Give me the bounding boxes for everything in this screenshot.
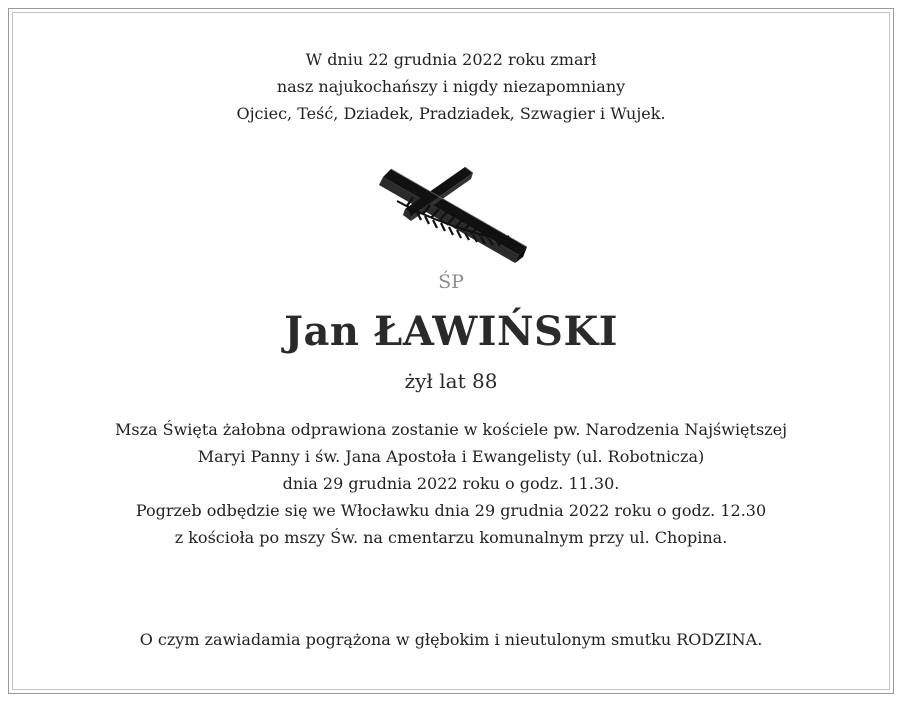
ceremony-details (12, 416, 890, 551)
obituary-notice (12, 12, 890, 690)
deceased-age: żył lat 88 (404, 369, 498, 393)
cross-with-palm-branch-icon (377, 157, 527, 267)
deceased-prefix: ŚP (438, 271, 464, 293)
intro-line: W dniu 22 grudnia 2022 roku zmarł (305, 50, 597, 69)
intro-line: Ojciec, Teść, Dziadek, Pradziadek, Szwagier i Wujek. (236, 104, 666, 123)
ceremony-line: Pogrzeb odbędzie się we Włocławku dnia 29 grudnia 2022 roku o godz. 12.30 (135, 501, 767, 520)
deceased-name: Jan ŁAWIŃSKI (284, 308, 618, 355)
intro-line: nasz najukochańszy i nigdy niezapomniany (276, 77, 626, 96)
ceremony-line: z kościoła po mszy Św. na cmentarzu komunalnym przy ul. Chopina. (174, 528, 728, 547)
closing-text: O czym zawiadamia pogrążona w głębokim i nieutulonym smutku RODZINA. (139, 630, 763, 649)
cross-shape (379, 167, 527, 263)
intro-text (12, 46, 890, 127)
ceremony-line: Msza Święta żałobna odprawiona zostanie w kościele pw. Narodzenia Najświętszej (114, 420, 788, 439)
ceremony-line: Maryi Panny i św. Jana Apostoła i Ewangelisty (ul. Robotnicza) (197, 447, 705, 466)
ceremony-line: dnia 29 grudnia 2022 roku o godz. 11.30. (282, 474, 620, 493)
